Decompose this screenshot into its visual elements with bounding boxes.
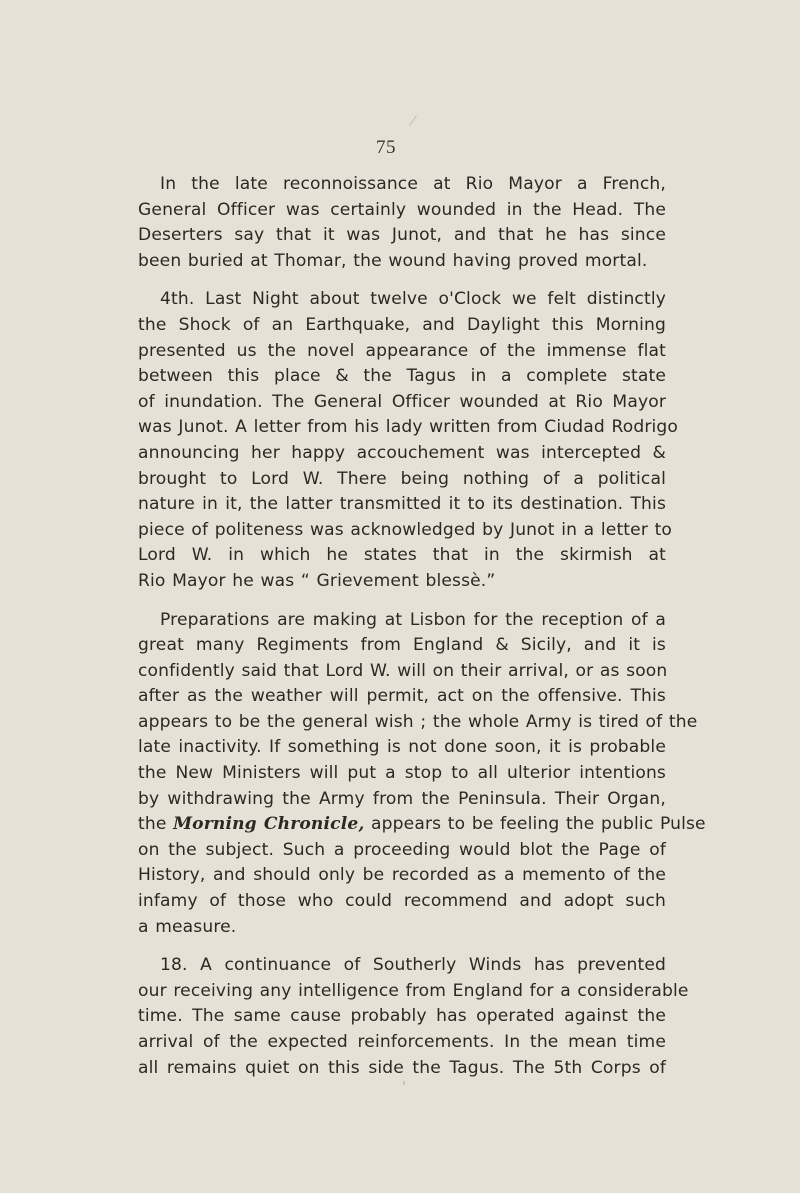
text-line: announcing her happy accouchement was intercepted & xyxy=(138,442,666,463)
text-line: the Shock of an Earthquake, and Daylight this Morning xyxy=(138,314,666,335)
body-text xyxy=(138,172,706,1081)
text-fragment: the xyxy=(138,814,174,835)
text-line: by withdrawing the Army from the Peninsula. Their Organ, xyxy=(138,788,666,809)
text-line: between this place & the Tagus in a complete state xyxy=(138,366,666,387)
page-number: 75 xyxy=(376,137,396,158)
text-line: History, and should only be recorded as a memento of the xyxy=(138,865,666,886)
text-line: Preparations are making at Lisbon for the reception of a xyxy=(160,609,666,630)
text-line: been buried at Thomar, the wound having proved mortal. xyxy=(138,250,648,271)
text-line: was Junot. A letter from his lady written from Ciudad Rodrigo xyxy=(138,417,679,438)
text-line: all remains quiet on this side the Tagus. The 5th Corps of xyxy=(138,1057,666,1078)
text-line: In the late reconnoissance at Rio Mayor a French, xyxy=(160,174,666,194)
paragraph-1 xyxy=(138,172,666,274)
text-line: after as the weather will permit, act on the offensive. This xyxy=(138,686,666,707)
text-line-with-italic xyxy=(138,812,706,838)
speck-mark-icon xyxy=(403,1081,405,1085)
paragraph-4 xyxy=(138,953,689,1081)
text-line: presented us the novel appearance of the immense flat xyxy=(138,340,666,361)
text-line: of inundation. The General Officer wounded at Rio Mayor xyxy=(138,391,666,412)
text-line: the New Ministers will put a stop to all ulterior intentions xyxy=(138,763,666,784)
text-line: our receiving any intelligence from England for a considerable xyxy=(138,980,689,1001)
paragraph-2 xyxy=(138,287,679,594)
text-line: a measure. xyxy=(138,916,237,937)
text-line: confidently said that Lord W. will on their arrival, or as soon xyxy=(138,660,668,681)
text-line: time. The same cause probably has operated against the xyxy=(138,1006,666,1027)
text-line: brought to Lord W. There being nothing of a political xyxy=(138,468,666,489)
text-line: on the subject. Such a proceeding would blot the Page of xyxy=(138,839,666,860)
text-line: piece of politeness was acknowledged by Junot in a letter to xyxy=(138,519,673,540)
text-fragment: appears to be feeling the public Pulse xyxy=(364,814,706,835)
text-line: 4th. Last Night about twelve o'Clock we felt distinctly xyxy=(160,289,666,310)
italic-title: Morning Chronicle, xyxy=(173,814,365,835)
text-line: arrival of the expected reinforcements. In the mean time xyxy=(138,1032,666,1052)
paragraph-3 xyxy=(138,608,706,941)
text-line: 18. A continuance of Southerly Winds has prevented xyxy=(160,955,666,976)
text-line: Lord W. in which he states that in the skirmish at xyxy=(138,545,666,566)
pencil-mark-icon xyxy=(404,112,417,126)
text-line: General Officer was certainly wounded in the Head. The xyxy=(138,199,666,220)
text-line: appears to be the general wish ; the whole Army is tired of the xyxy=(138,711,698,732)
text-line: great many Regiments from England & Sicily, and it is xyxy=(138,635,666,656)
text-line: Deserters say that it was Junot, and that he has since xyxy=(138,225,666,246)
text-line: late inactivity. If something is not done soon, it is probable xyxy=(138,737,666,758)
text-line: nature in it, the latter transmitted it to its destination. This xyxy=(138,494,666,515)
text-line: infamy of those who could recommend and adopt such xyxy=(138,891,666,912)
text-line: Rio Mayor he was “ Grievement blessè.” xyxy=(138,570,496,591)
